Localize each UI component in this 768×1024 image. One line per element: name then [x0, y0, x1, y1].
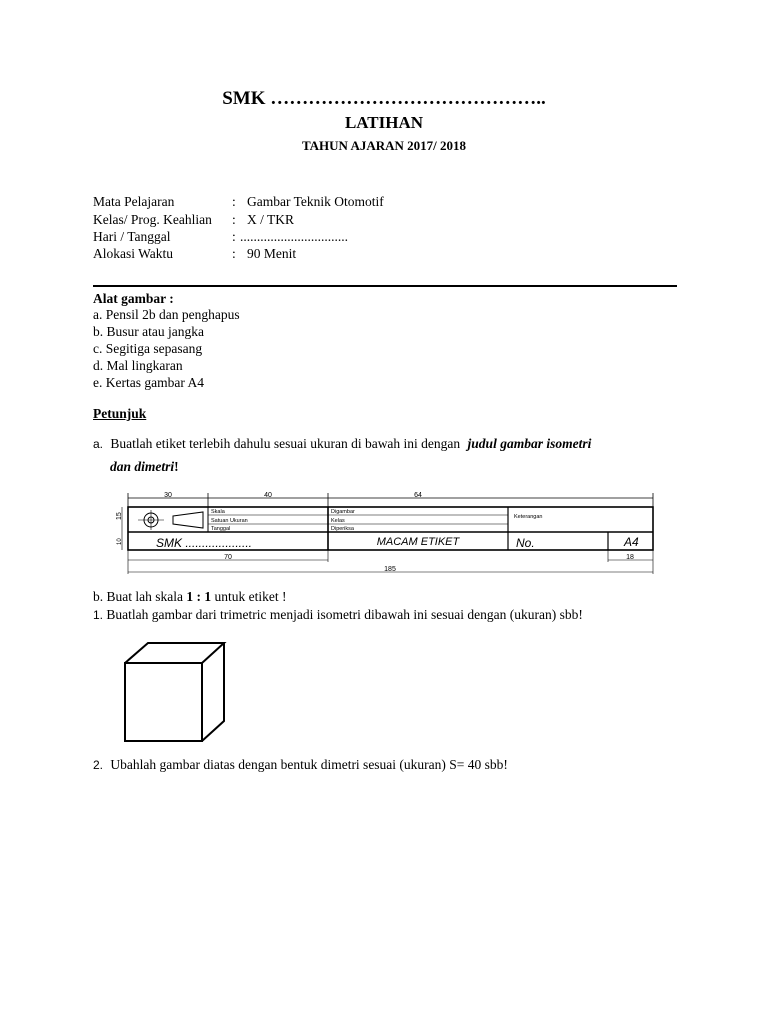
instruction-b-end: untuk etiket ! [214, 589, 287, 604]
question-2-text: Ubahlah gambar diatas dengan bentuk dimetri sesuai (ukuran) S= 40 sbb! [110, 757, 508, 772]
info-value: X / TKR [247, 212, 295, 227]
instruction-b-scale: 1 : 1 [186, 589, 212, 604]
dim-right-label: 18 [626, 554, 634, 561]
instruction-a [93, 436, 591, 452]
tools-item: d. Mal lingkaran [93, 358, 183, 373]
info-label: Hari / Tanggal [93, 229, 171, 244]
instruction-a-emphasis-2: dan dimetri [110, 459, 175, 474]
info-colon: : [232, 246, 236, 261]
etiket-keterangan: Keterangan [514, 514, 543, 520]
etiket-row-label: Satuan Ukuran [211, 518, 248, 524]
academic-year: TAHUN AJARAN 2017/ 2018 [301, 138, 467, 153]
info-colon: : [232, 229, 236, 244]
page-title: LATIHAN [344, 113, 424, 132]
instruction-b [93, 589, 286, 605]
dim-bottom-label: 70 [224, 554, 232, 561]
tools-item: b. Busur atau jangka [93, 324, 204, 339]
dim-left-label: 15 [116, 512, 123, 520]
instruction-a-cont [110, 459, 179, 475]
info-colon: : [232, 194, 236, 209]
etiket-mid-label: Digambar [331, 509, 355, 515]
info-label: Alokasi Waktu [93, 246, 174, 261]
dim-left-label: 10 [117, 538, 123, 545]
etiket-name: MACAM ETIKET [376, 536, 460, 548]
info-value: Gambar Teknik Otomotif [247, 194, 384, 209]
question-1 [93, 607, 583, 623]
instruction-a-text: Buatlah etiket terlebih dahulu sesuai ukuran di bawah ini dengan [110, 436, 461, 451]
info-value: 90 Menit [247, 246, 297, 261]
tools-item: c. Segitiga sepasang [93, 341, 203, 356]
school-name: SMK …………………………………….. [222, 88, 546, 109]
info-label: Mata Pelajaran [93, 194, 175, 209]
etiket-mid-label: Diperiksa [331, 526, 354, 532]
info-value: ................................ [240, 229, 348, 244]
question-1-marker: 1. [93, 608, 104, 622]
cube-drawing [120, 640, 230, 744]
dim-top-label: 30 [164, 492, 172, 499]
etiket-row-label: Skala [211, 509, 225, 515]
question-2-marker: 2. [93, 758, 104, 772]
etiket-school: SMK .................... [156, 536, 253, 550]
instruction-b-text: b. Buat lah skala [93, 589, 183, 604]
dim-top-label: 64 [414, 492, 422, 499]
dim-bottom-label: 185 [384, 566, 396, 573]
divider-line [93, 285, 677, 287]
dim-top-label: 40 [264, 492, 272, 499]
tools-heading: Alat gambar : [93, 291, 174, 306]
etiket-mid-label: Kelas [331, 518, 345, 524]
etiket-no: No. [516, 536, 535, 550]
info-label: Kelas/ Prog. Keahlian [93, 212, 212, 227]
etiket-drawing [118, 490, 663, 578]
instruction-a-marker: a. [93, 437, 104, 451]
instructions-heading: Petunjuk [93, 406, 147, 421]
etiket-row-label: Tanggal [211, 526, 231, 532]
tools-item: e. Kertas gambar A4 [93, 375, 204, 390]
tools-item: a. Pensil 2b dan penghapus [93, 307, 240, 322]
instruction-a-end: ! [174, 459, 179, 474]
info-colon: : [232, 212, 236, 227]
etiket-size: A4 [624, 535, 639, 549]
question-2 [93, 757, 508, 773]
instruction-a-emphasis: judul gambar isometri [467, 436, 592, 451]
question-1-text: Buatlah gambar dari trimetric menjadi isometri dibawah ini sesuai dengan (ukuran) sbb! [106, 607, 583, 622]
